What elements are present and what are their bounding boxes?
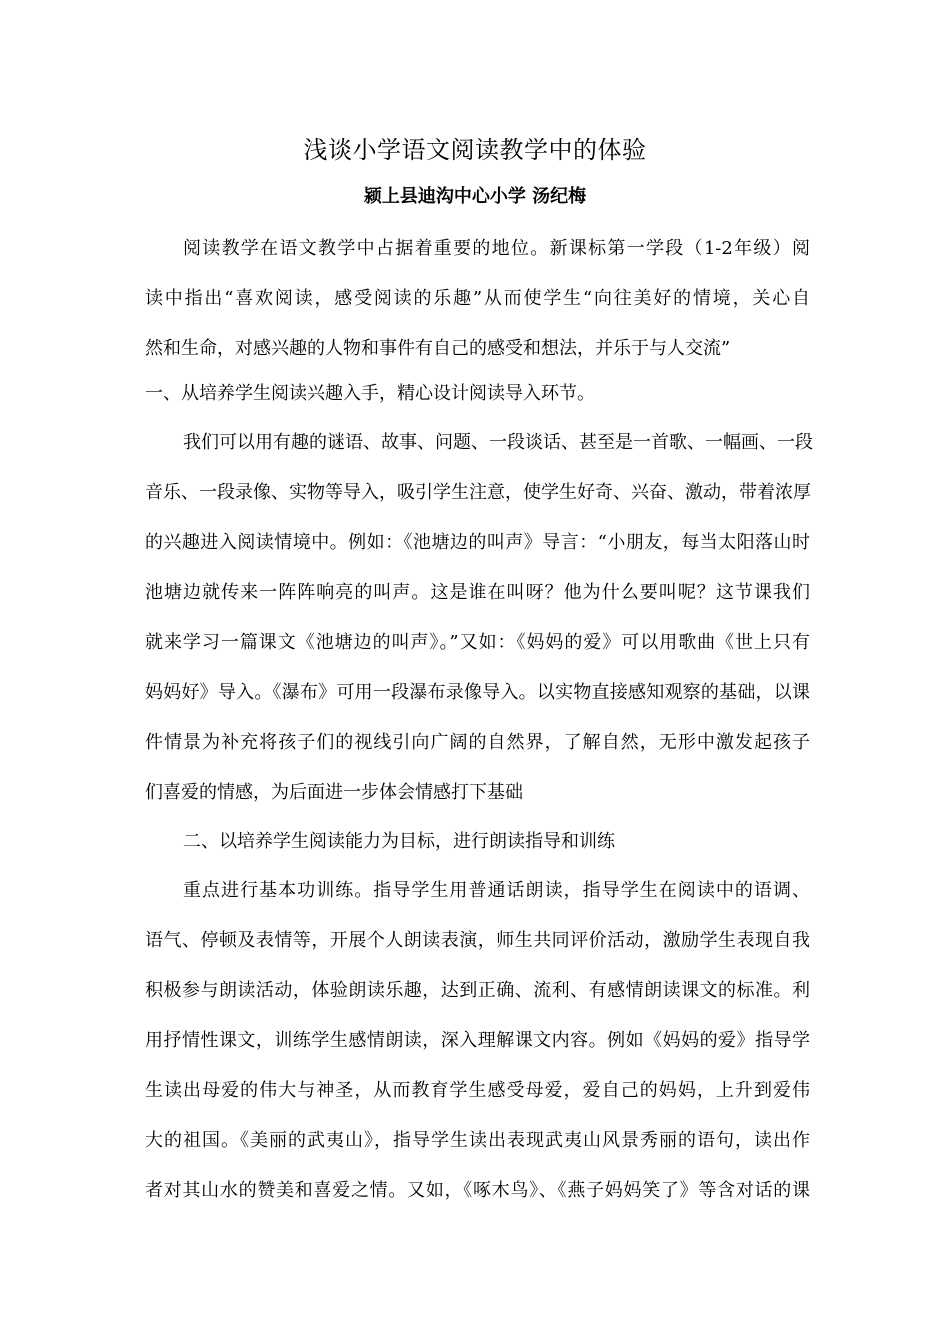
text-line: 我们可以用有趣的谜语、故事、问题、一段谈话、甚至是一首歌、一幅画、一段 — [183, 432, 813, 453]
text-line: 音乐、一段录像、实物等导入，吸引学生注意，使学生好奇、兴奋、激动，带着浓厚 — [145, 482, 811, 503]
document-author: 颍上县迪沟中心小学 汤纪梅 — [363, 186, 587, 207]
text-line: 件情景为补充将孩子们的视线引向广阔的自然界，了解自然，无形中激发起孩子 — [145, 732, 810, 753]
document-title: 浅谈小学语文阅读教学中的体验 — [303, 136, 647, 164]
text-line: 生读出母爱的伟大与神圣，从而教育学生感受母爱，爱自己的妈妈，上升到爱伟 — [145, 1080, 810, 1101]
text-line: 池塘边就传来一阵阵响亮的叫声。这是谁在叫呀？他为什么要叫呢？这节课我们 — [145, 582, 810, 603]
text-line: 读中指出“喜欢阅读，感受阅读的乐趣”从而使学生“向往美好的情境，关心自 — [145, 288, 810, 309]
text-line: 妈妈好》导入。《瀑布》可用一段瀑布录像导入。以实物直接感知观察的基础，以课 — [145, 682, 810, 703]
text-line: 然和生命，对感兴趣的人物和事件有自己的感受和想法，并乐于与人交流” — [145, 338, 731, 359]
text-line: 语气、停顿及表情等，开展个人朗读表演，师生共同评价活动，激励学生表现自我 — [145, 930, 810, 951]
text-line: 重点进行基本功训练。指导学生用普通话朗读，指导学生在阅读中的语调、 — [183, 880, 810, 901]
text-line: 积极参与朗读活动，体验朗读乐趣，达到正确、流利、有感情朗读课文的标准。利 — [145, 980, 810, 1001]
section-heading: 一、从培养学生阅读兴趣入手，精心设计阅读导入环节。 — [145, 383, 595, 404]
text-line: 阅读教学在语文教学中占据着重要的地位。新课标第一学段（1-2年级）阅 — [183, 238, 810, 259]
text-line: 们喜爱的情感，为后面进一步体会情感打下基础 — [145, 782, 523, 803]
text-line: 者对其山水的赞美和喜爱之情。又如，《啄木鸟》、《燕子妈妈笑了》等含对话的课 — [145, 1180, 810, 1201]
text-line: 的兴趣进入阅读情境中。例如：《池塘边的叫声》导言：“小朋友，每当太阳落山时 — [145, 532, 810, 553]
text-line: 用抒情性课文，训练学生感情朗读，深入理解课文内容。例如《妈妈的爱》指导学 — [145, 1030, 810, 1051]
section-heading: 二、以培养学生阅读能力为目标，进行朗读指导和训练 — [183, 831, 615, 852]
text-line: 就来学习一篇课文《池塘边的叫声》。”又如：《妈妈的爱》可以用歌曲《世上只有 — [145, 632, 810, 653]
text-line: 大的祖国。《美丽的武夷山》，指导学生读出表现武夷山风景秀丽的语句，读出作 — [145, 1130, 810, 1151]
